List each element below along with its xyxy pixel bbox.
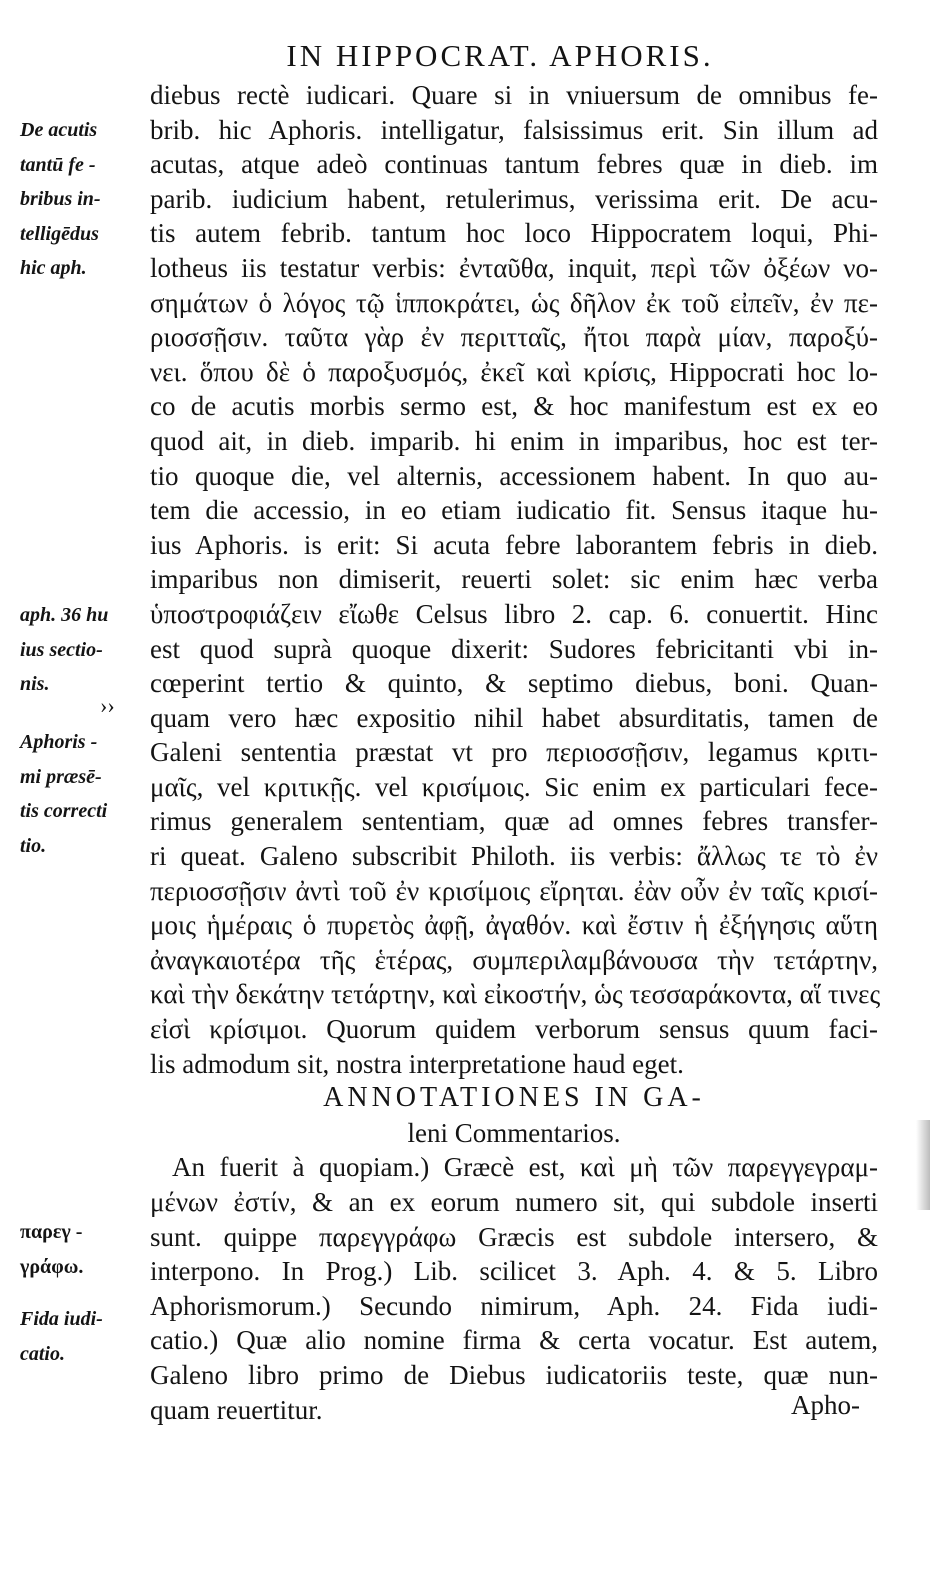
text-line: lis admodum sit, nostra interpretatione haud eget. — [150, 1048, 684, 1079]
text-line: ius Aphoris. is erit: Si acuta febre laborantem febris in dieb. — [150, 529, 878, 560]
text-line: diebus rectè iudicari. Quare si in vniuersum de omnibus fe- — [150, 80, 878, 110]
text-line: quod ait, in dieb. imparib. hi enim in imparibus, hoc est ter- — [150, 425, 878, 456]
text-line: parib. iudicium habent, retulerimus, verissima erit. De acu- — [150, 183, 878, 214]
text-line: rimus generalem sententiam, quæ ad omnes febres transfer- — [150, 806, 878, 837]
text-line: lotheus iis testatur verbis: ἐνταῦθα, inquit, περὶ τῶν ὀξέων νο- — [150, 252, 878, 283]
quotation-marker: ›› — [100, 693, 115, 718]
text-line: νει. ὅπου δὲ ὁ παροξυσμός, ἐκεῖ καὶ κρίσις, Hippocrati hoc lo- — [150, 356, 878, 387]
annotation-line: sunt. quippe παρεγγράφω Græcis est subdole intersero, & — [150, 1221, 878, 1252]
text-line: ὑποστροφιάζειν εἴωθε Celsus libro 2. cap. 6. conuertit. Hinc — [150, 598, 878, 629]
annotation-line: An fuerit à quopiam.) Græcè est, καὶ μὴ τῶν παρεγγεγραμ- — [172, 1152, 878, 1183]
text-line: est quod suprà quoque dixerit: Sudores febricitanti vbi in- — [150, 633, 878, 664]
text-line: Galeni sententia præstat vt pro περιοσσῇσιν, legamus κριτι- — [150, 737, 878, 768]
section-subheading: leni Commentarios. — [407, 1117, 621, 1148]
margin-note-fida-iudicatio: Fida iudi- catio. — [20, 1308, 103, 1365]
margin-note-acute-fevers: De acutis tantū fe - bribus in- telligēdus hic aph. — [20, 119, 101, 280]
text-line: tis autem febrib. tantum hoc loco Hippocratem loqui, Phi- — [150, 218, 878, 249]
margin-note-aph-36: aph. 36 hu ius sectio- nis. — [20, 604, 109, 696]
text-line: μοις ἡμέραις ὁ πυρετὸς ἀφῇ, ἀγαθόν. καὶ ἔστιν ἡ ἐξήγησις αὕτη — [150, 910, 878, 941]
text-line: quam vero hæc expositio nihil habet absurditatis, tamen de — [150, 702, 878, 733]
text-line: brib. hic Aphoris. intelligatur, falsissimus erit. Sin illum ad — [150, 114, 878, 145]
margin-note-correction: Aphoris - mi præsē- tis correcti tio. — [20, 731, 108, 857]
text-line: εἰσὶ κρίσιμοι. Quorum quidem verborum sensus quum faci- — [150, 1014, 878, 1045]
text-line: ἀναγκαιοτέρα τῆς ἑτέρας, συμπεριλαμβάνουσα τὴν τετάρτην, — [150, 944, 878, 975]
text-line: ριοσσῇσιν. ταῦτα γὰρ ἐν περιτταῖς, ἤτοι παρὰ μίαν, παροξύ- — [150, 322, 878, 353]
text-line: καὶ τὴν δεκάτην τετάρτην, καὶ εἰκοστήν, ὡς τεσσαράκοντα, αἵ τινες — [150, 979, 881, 1010]
text-line: co de acutis morbis sermo est, & hoc manifestum est ex eo — [150, 391, 878, 422]
text-line: tem die accessio, in eo etiam iudicatio fit. Sensus itaque hu- — [150, 495, 878, 526]
running-header: IN HIPPOCRAT. APHORIS. — [286, 38, 714, 73]
text-line: ri queat. Galeno subscribit Philoth. iis verbis: ἄλλως τε τὸ ἐν — [150, 841, 878, 872]
annotation-line: interpono. In Prog.) Lib. scilicet 3. Aph. 4. & 5. Libro — [150, 1256, 878, 1287]
text-line: acutas, atque adeò continuas tantum febres quæ in dieb. im — [150, 149, 878, 180]
text-line: σημάτων ὁ λόγος τῷ ἱπποκράτει, ὡς δῆλον ἐκ τοῦ εἰπεῖν, ἐν πε- — [150, 287, 878, 318]
text-line: μαῖς, vel κριτικῇς. vel κρισίμοις. Sic enim ex particulari fece- — [150, 771, 878, 802]
text-line: imparibus non dimiserit, reuerti solet: sic enim hæc verba — [150, 564, 878, 595]
catchword: Apho- — [791, 1390, 860, 1420]
annotation-line: Aphorismorum.) Secundo nimirum, Aph. 24. Fida iudi- — [150, 1290, 878, 1321]
text-line: tio quoque die, vel alternis, accessionem habent. In quo au- — [150, 460, 878, 491]
margin-note-greek-term: παρεγ - γράφω. — [20, 1221, 84, 1278]
annotation-line: Galeno libro primo de Diebus iudicatoriis teste, quæ nun- — [150, 1359, 878, 1390]
annotation-line: μένων ἐστίν, & an ex eorum numero sit, qui subdole inserti — [150, 1187, 878, 1217]
text-line: cœperint tertio & quinto, & septimo diebus, boni. Quan- — [150, 668, 878, 699]
text-line: περιοσσῇσιν ἀντὶ τοῦ ἐν κρισίμοις εἴρηται. ἐὰν οὖν ἐν ταῖς κρισί- — [150, 875, 878, 906]
annotation-line: catio.) Quæ alio nomine firma & certa vocatur. Est autem, — [150, 1325, 878, 1356]
annotation-line: quam reuertitur. — [150, 1394, 323, 1425]
page-edge-shadow — [916, 1120, 930, 1210]
section-heading: ANNOTATIONES IN GA- — [323, 1082, 705, 1114]
main-text-block — [150, 78, 881, 1427]
